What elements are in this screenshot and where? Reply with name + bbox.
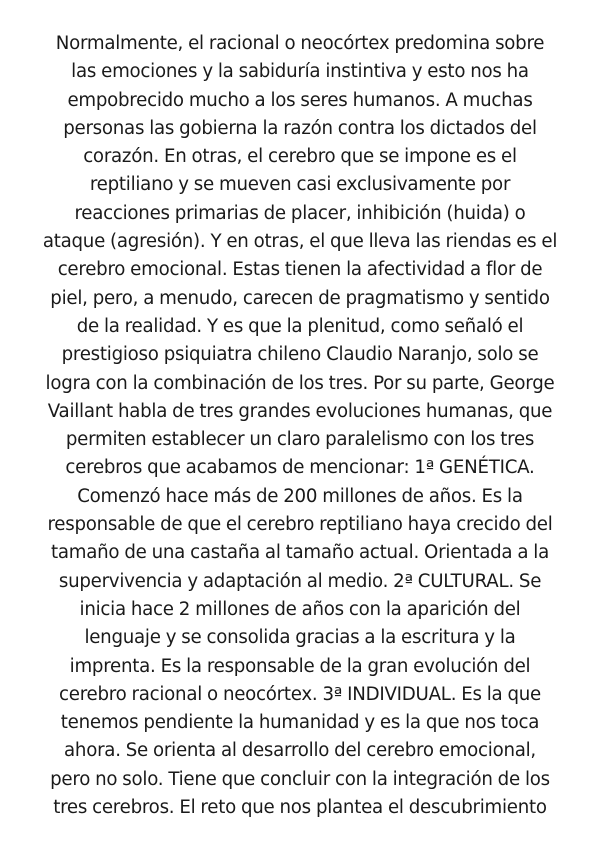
text-line: reptiliano y se mueven casi exclusivamente por [89, 174, 511, 196]
text-line: permiten establecer un claro paralelismo con los tres [65, 429, 535, 451]
text-line: personas las gobierna la razón contra los dictados del [63, 117, 537, 139]
text-line: reacciones primarias de placer, inhibición (huida) o [74, 202, 526, 224]
text-line: logra con la combinación de los tres. Por su parte, George [45, 372, 555, 394]
text-line: tamaño de una castaña al tamaño actual. Orientada a la [51, 542, 549, 564]
text-line: tres cerebros. El reto que nos plantea el descubrimiento [53, 797, 547, 819]
text-line: supervivencia y adaptación al medio. 2ª CULTURAL. Se [58, 570, 542, 592]
text-line: cerebros que acabamos de mencionar: 1ª GENÉTICA. [65, 457, 535, 479]
text-line: lenguaje y se consolida gracias a la escritura y la [84, 627, 516, 649]
text-line: corazón. En otras, el cerebro que se impone es el [83, 146, 517, 168]
text-line: cerebro emocional. Estas tienen la afectividad a flor de [57, 259, 543, 281]
text-line: prestigioso psiquiatra chileno Claudio Naranjo, solo se [61, 344, 539, 366]
text-line: piel, pero, a menudo, carecen de pragmatismo y sentido [50, 287, 550, 309]
text-line: ahora. Se orienta al desarrollo del cerebro emocional, [64, 740, 536, 762]
body-paragraph [24, 30, 576, 822]
text-line: las emociones y la sabiduría instintiva y esto nos ha [71, 61, 529, 83]
text-line: cerebro racional o neocórtex. 3ª INDIVIDUAL. Es la que [59, 683, 541, 705]
text-line: tenemos pendiente la humanidad y es la que nos toca [60, 712, 540, 734]
text-line: ataque (agresión). Y en otras, el que lleva las riendas es el [42, 231, 558, 253]
text-line: imprenta. Es la responsable de la gran evolución del [69, 655, 531, 677]
text-line: responsable de que el cerebro reptiliano haya crecido del [47, 514, 553, 536]
text-line: empobrecido mucho a los seres humanos. A muchas [67, 89, 533, 111]
text-line: Comenzó hace más de 200 millones de años. Es la [77, 485, 523, 507]
text-line: Normalmente, el racional o neocórtex predomina sobre [55, 33, 545, 54]
text-line: pero no solo. Tiene que concluir con la integración de los [50, 768, 550, 790]
text-line: inicia hace 2 millones de años con la aparición del [79, 598, 521, 620]
text-line: Vaillant habla de tres grandes evoluciones humanas, que [47, 400, 553, 422]
text-line: de la realidad. Y es que la plenitud, como señaló el [76, 315, 524, 337]
